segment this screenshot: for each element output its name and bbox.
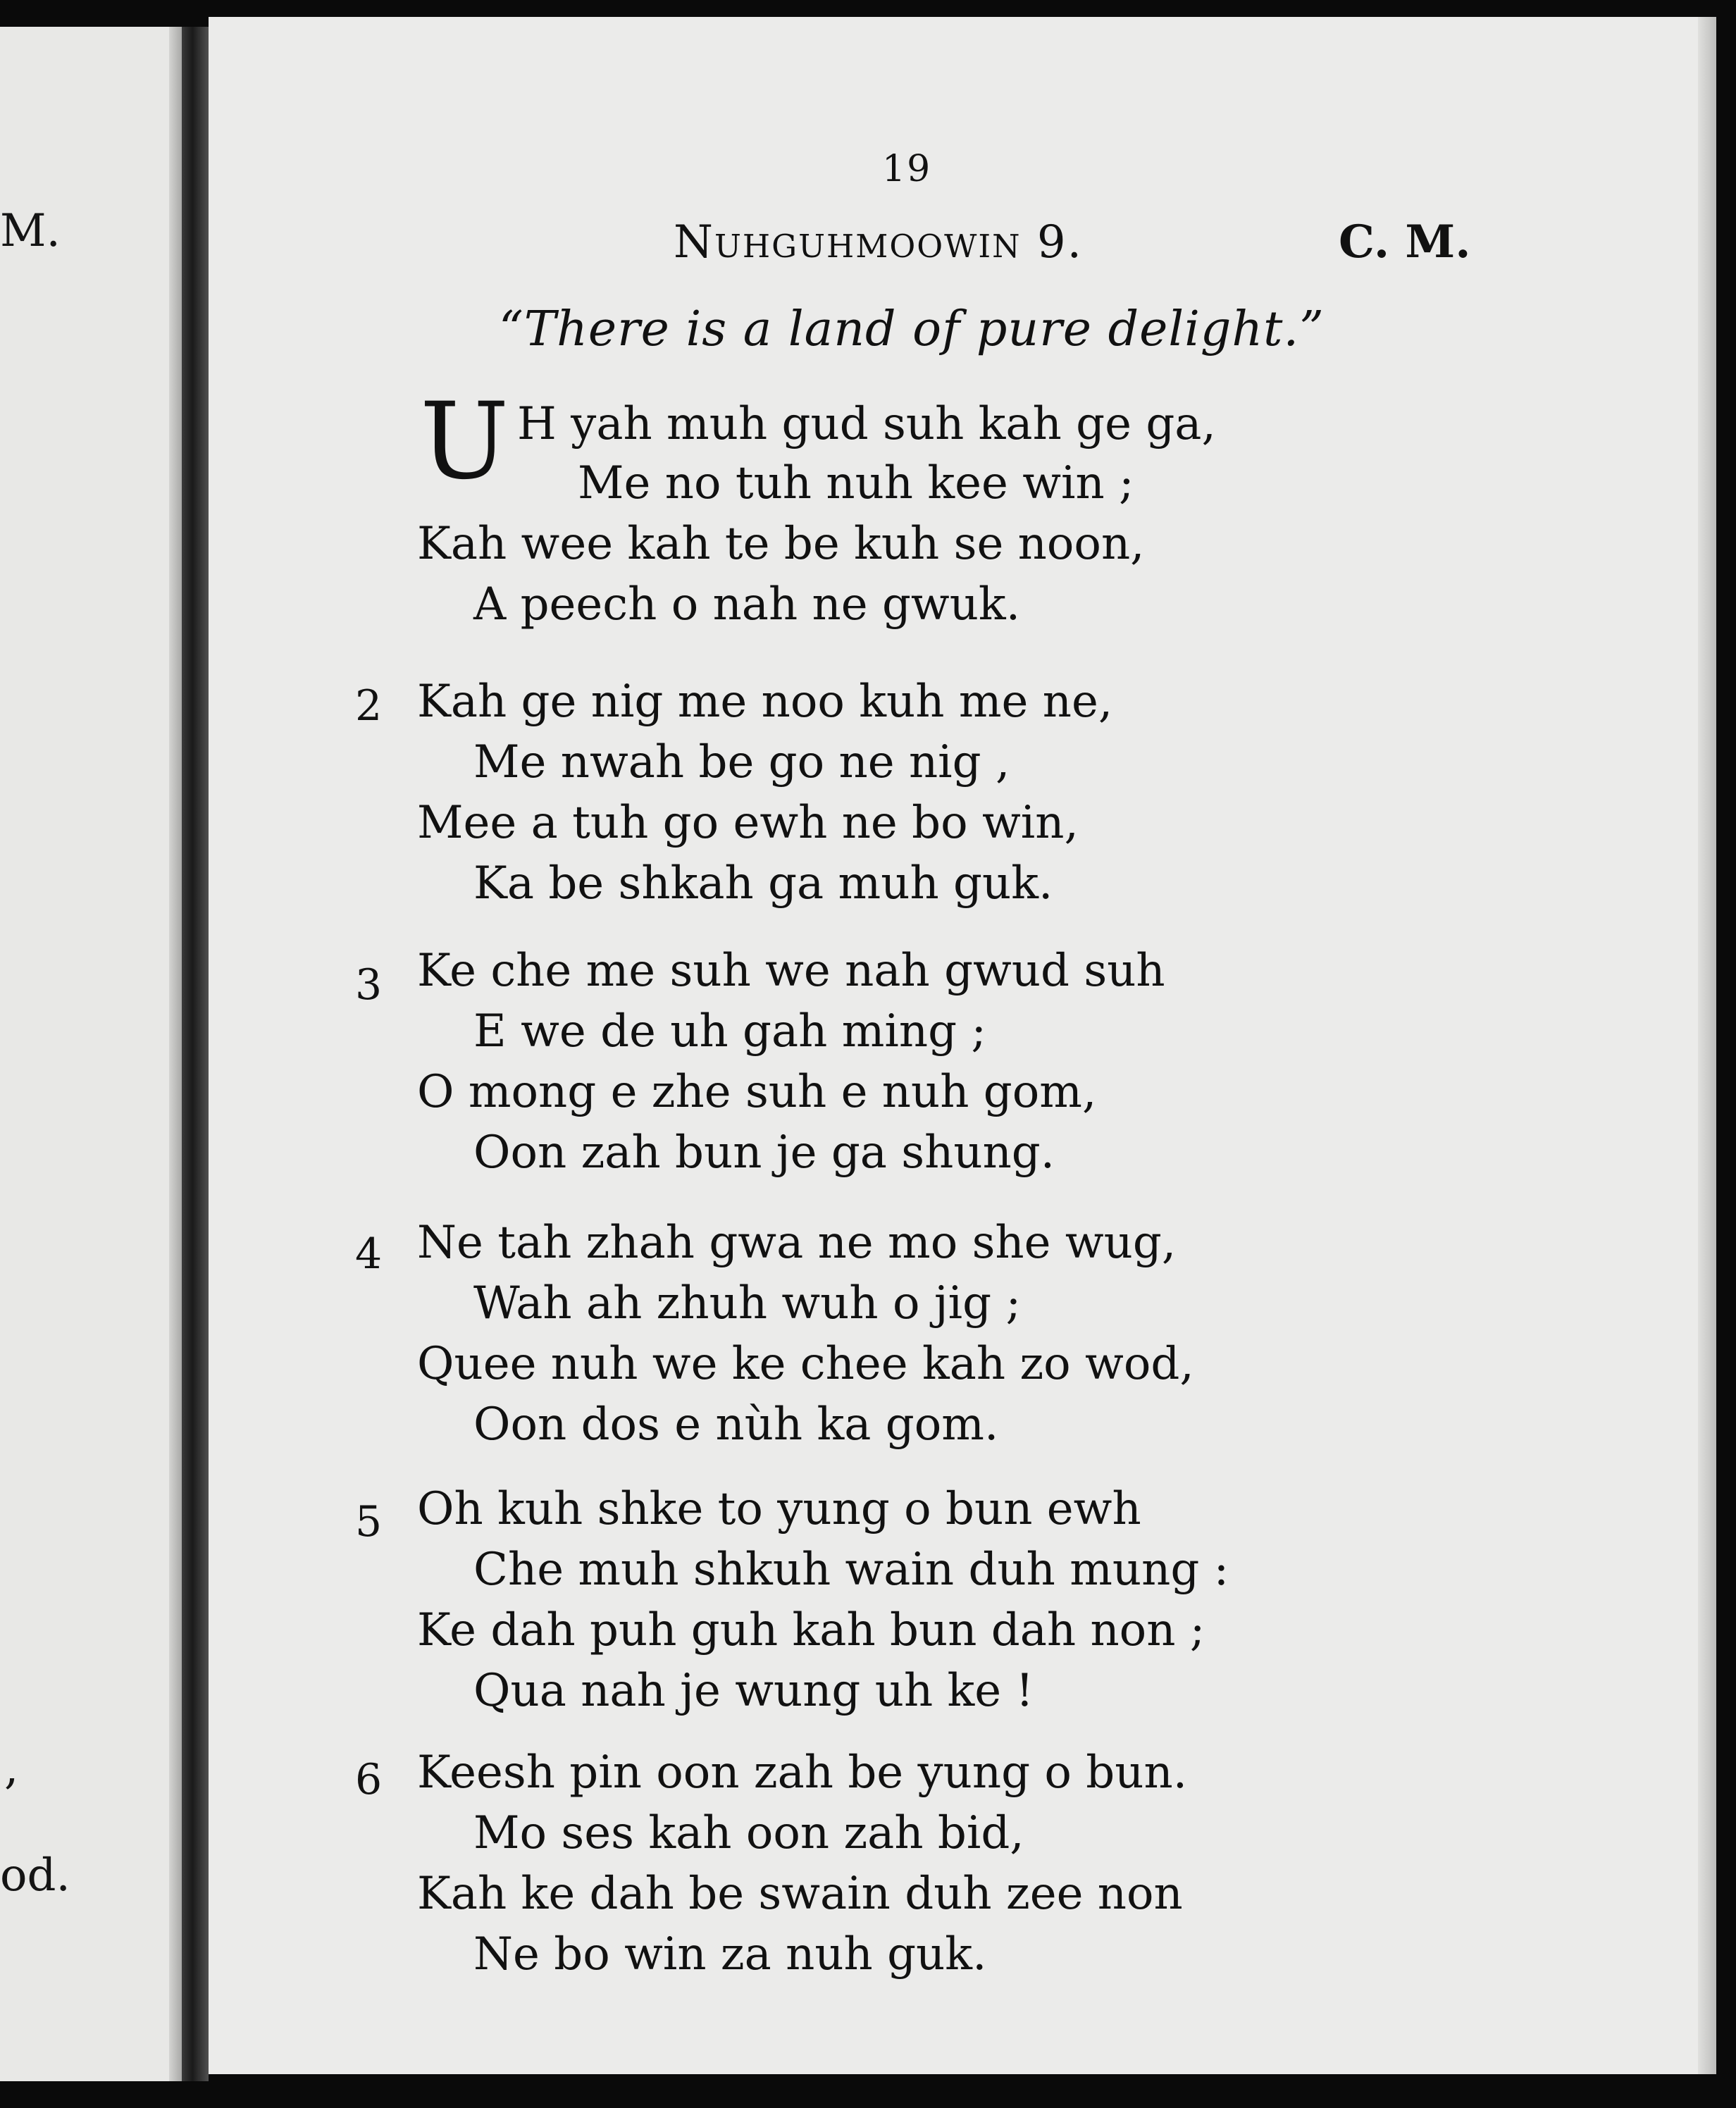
verse-6-line-2: Mo ses kah oon zah bid, [473,1807,1024,1859]
left-page [0,27,182,2081]
hymn-meter: C. M. [1339,216,1471,268]
verse-3-line-3: O mong e zhe suh e nuh gom, [417,1066,1097,1118]
book-gutter [182,27,209,2081]
drop-cap: U [420,380,509,503]
verse-1-line-3: Kah wee kah te be kuh se noon, [417,518,1145,570]
verse-number: 4 [355,1229,383,1279]
verse-4-line-2: Wah ah zhuh wuh o jig ; [473,1277,1021,1329]
verse-1-line-4: A peech o nah ne gwuk. [473,578,1021,631]
verse-6-line-3: Kah ke dah be swain duh zee non [417,1868,1183,1920]
verse-6-line-1: Keesh pin oon zah be yung o bun. [417,1747,1188,1799]
right-page-edge [1698,17,1716,2074]
verse-4-line-1: Ne tah zhah gwa ne mo she wug, [417,1217,1177,1269]
left-fragment-meter: M. [0,205,61,257]
hymn-subtitle: “There is a land of pure delight.” [499,302,1325,357]
left-page-shadow [169,27,182,2081]
verse-number: 2 [355,681,383,731]
verse-4-line-4: Oon dos e nùh ka gom. [473,1399,999,1451]
left-fragment-comma: , [4,1742,19,1794]
verse-4-line-3: Quee nuh we ke chee kah zo wod, [417,1338,1194,1390]
verse-3-line-1: Ke che me suh we nah gwud suh [417,945,1165,997]
left-fragment-od: od. [0,1849,70,1902]
verse-1-line-1: H yah muh gud suh kah ge ga, [517,398,1216,450]
hymn-title: Nuhguhmoowin 9. [674,216,1083,268]
verse-2-line-2: Me nwah be go ne nig , [473,736,1010,788]
page-number: 19 [882,148,932,190]
verse-5-line-2: Che muh shkuh wain duh mung : [473,1544,1229,1596]
verse-1-line-2: Me no tuh nuh kee win ; [578,457,1134,509]
verse-5-line-3: Ke dah puh guh kah bun dah non ; [417,1604,1205,1656]
verse-6-line-4: Ne bo win za nuh guk. [473,1928,987,1980]
verse-2-line-3: Mee a tuh go ewh ne bo win, [417,797,1079,849]
verse-2-line-4: Ka be shkah ga muh guk. [473,857,1053,910]
verse-5-line-1: Oh kuh shke to yung o bun ewh [417,1483,1141,1535]
verse-number: 3 [355,960,383,1010]
verse-5-line-4: Qua nah je wung uh ke ! [473,1665,1034,1717]
verse-2-line-1: Kah ge nig me noo kuh me ne, [417,676,1113,728]
verse-3-line-4: Oon zah bun je ga shung. [473,1127,1055,1179]
verse-number: 5 [355,1497,383,1546]
verse-3-line-2: E we de uh gah ming ; [473,1005,986,1058]
verse-number: 6 [355,1755,383,1804]
